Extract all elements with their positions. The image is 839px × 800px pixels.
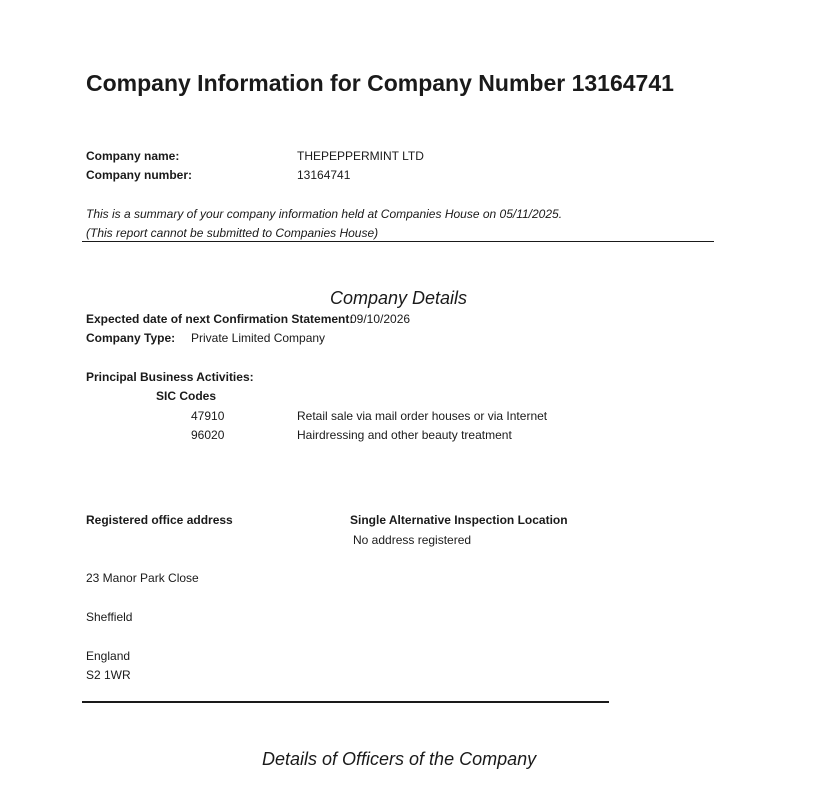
address-postcode: S2 1WR [86, 668, 131, 682]
sic-codes-label: SIC Codes [156, 389, 217, 403]
address-divider [82, 701, 609, 703]
sail-value: No address registered [353, 533, 472, 547]
sic-code: 47910 [191, 409, 225, 423]
company-details-heading: Company Details [330, 288, 468, 308]
sail-label: Single Alternative Inspection Location [350, 513, 568, 527]
company-name-value: THEPEPPERMINT LTD [297, 149, 424, 163]
address-line: Sheffield [86, 610, 133, 624]
summary-note: This is a summary of your company information held at Companies House on 05/11/2025. [86, 207, 563, 221]
submission-note: (This report cannot be submitted to Companies House) [86, 226, 379, 240]
confirmation-statement-label: Expected date of next Confirmation Statement: [86, 312, 354, 326]
company-number-label: Company number: [86, 168, 193, 182]
company-name-label: Company name: [86, 149, 180, 163]
sic-description: Retail sale via mail order houses or via Internet [297, 409, 548, 423]
address-line: 23 Manor Park Close [86, 571, 199, 585]
company-type-label: Company Type: [86, 331, 176, 345]
company-type-value: Private Limited Company [191, 331, 326, 345]
sic-description: Hairdressing and other beauty treatment [297, 428, 512, 442]
page-title: Company Information for Company Number 13164741 [86, 70, 674, 96]
confirmation-statement-date: 09/10/2026 [350, 312, 411, 326]
sic-code: 96020 [191, 428, 225, 442]
summary-divider [82, 241, 714, 242]
officers-heading: Details of Officers of the Company [262, 749, 537, 769]
registered-office-label: Registered office address [86, 513, 233, 527]
address-line: England [86, 649, 131, 663]
business-activities-label: Principal Business Activities: [86, 370, 254, 384]
company-number-value: 13164741 [297, 168, 351, 182]
